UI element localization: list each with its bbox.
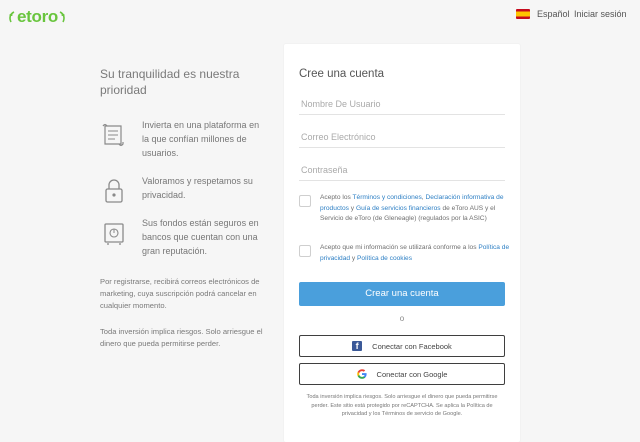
privacy-checkbox[interactable] [299,245,311,257]
terms-link[interactable]: Términos y condiciones [352,194,422,201]
facebook-icon: f [352,341,362,351]
top-bar [0,0,640,32]
safe-icon [100,218,128,248]
password-field[interactable] [299,159,505,181]
google-connect-button[interactable] [299,363,505,385]
benefits-panel [100,66,270,348]
terms-checkbox[interactable] [299,195,311,207]
terms-text: Acepto los Términos y condiciones, Declaración informativa de productos y Guía de servicios financieros de eToro AUS y el Servicio de eToro (de Gleneagle) (regulados por la ASIC) [320,194,504,222]
feature-text: Sus fondos están seguros en bancos que cuentan con una gran reputación. [142,218,259,256]
scroll-icon [100,120,128,150]
cookie-policy-link[interactable]: Política de cookies [357,254,413,262]
language-label: Español [537,9,570,19]
privacy-policy-link[interactable]: Política de privacidad [320,244,510,262]
facebook-label: Conectar con Facebook [372,341,452,351]
laurel-icon [58,11,66,23]
feature-item [100,118,260,158]
email-field[interactable] [299,126,505,148]
google-label: Conectar con Google [376,369,448,379]
logo-text: etoro [17,7,59,26]
benefits-title: Su tranquilidad es nuestra prioridad [100,67,240,97]
product-disclosure-link[interactable]: Declaración informativa de productos [320,194,504,212]
language-selector[interactable] [516,9,570,19]
feature-item [100,174,253,206]
marketing-note: Por registrarse, recibirá correos electrónicos de marketing, cuya suscripción podrá cancelar en cualquier momento. [100,277,260,310]
spain-flag-icon [516,9,530,19]
signup-card [284,44,520,442]
laurel-icon [8,11,16,23]
risk-note: Toda inversión implica riesgos. Solo arriesgue el dinero que pueda permitirse perder. [100,327,263,348]
email-input[interactable] [299,126,505,147]
password-input[interactable] [299,159,505,180]
google-icon [357,369,367,379]
signup-title: Cree una cuenta [299,68,385,80]
etoro-logo[interactable] [8,7,66,27]
financial-services-guide-link[interactable]: Guía de servicios financieros [355,204,441,212]
or-divider: o [399,314,405,323]
facebook-connect-button[interactable] [299,335,505,357]
privacy-text: Acepto que mi información se utilizará conforme a los Política de privacidad y Política de cookies [320,244,510,262]
padlock-icon [100,176,128,206]
legal-text: Toda inversión implica riesgos. Solo arriesgue el dinero que pueda permitirse perder. Este sitio está protegido por reCAPTCHA. Se aplica la Política de privacidad y los Términos de servicio de Google. [306,394,498,418]
create-account-button[interactable]: Crear una cuenta [299,282,505,306]
feature-item [100,216,259,256]
username-input[interactable] [299,93,505,114]
feature-text: Valoramos y respetamos su privacidad. [142,176,253,200]
username-field[interactable] [299,93,505,115]
login-link[interactable]: Iniciar sesión [574,9,627,19]
feature-text: Invierta en una plataforma en la que confían millones de usuarios. [142,120,260,158]
